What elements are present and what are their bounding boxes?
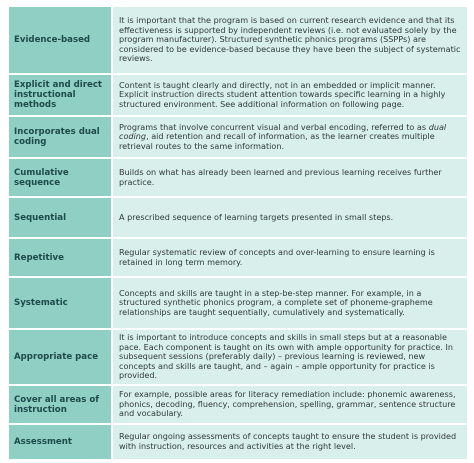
row-description-repetitive: Regular systematic review of concepts and over-learning to ensure learning is retained in long term memory. [113, 239, 467, 276]
row-label-evidence-based: Evidence-based [9, 7, 111, 73]
row-label-explicit-instruction: Explicit and direct instructional methods [9, 75, 111, 115]
row-description-assessment: Regular ongoing assessments of concepts taught to ensure the student is provided with instruction, resources and activities at the right level. [113, 425, 467, 459]
row-label-cover-all-areas: Cover all areas of instruction [9, 386, 111, 423]
row-label-sequential: Sequential [9, 198, 111, 237]
row-label-repetitive: Repetitive [9, 239, 111, 276]
row-label-systematic: Systematic [9, 278, 111, 328]
principles-table [8, 6, 468, 456]
row-description-systematic: Concepts and skills are taught in a step-be-step manner. For example, in a structured synthetic phonics program, a complete set of phoneme-grapheme relationships are taught sequentially, cumulatively and systematically. [113, 278, 467, 328]
row-description-cover-all-areas: For example, possible areas for literacy remediation include: phonemic awareness, phonics, decoding, fluency, comprehension, spelling, grammar, sentence structure and vocabulary. [113, 386, 467, 423]
row-label-cumulative-sequence: Cumulative sequence [9, 159, 111, 196]
row-label-dual-coding: Incorporates dual coding [9, 117, 111, 157]
row-description-cumulative-sequence: Builds on what has already been learned and previous learning receives further practice. [113, 159, 467, 196]
row-label-assessment: Assessment [9, 425, 111, 459]
row-description-sequential: A prescribed sequence of learning targets presented in small steps. [113, 198, 467, 237]
dual-coding-text-pre: Programs that involve concurrent visual and verbal encoding, referred to as [119, 121, 429, 132]
row-description-appropriate-pace: It is important to introduce concepts and skills in small steps but at a reasonable pace. Each component is taught on its own with ample opportunity for practice. In subsequent sessions (preferably daily) – previous learning is reviewed, new concepts and skills are taught, and – again – ample opportunity for practice is provided. [113, 330, 467, 384]
dual-coding-term: dual coding [119, 121, 447, 142]
row-description-evidence-based: It is important that the program is based on current research evidence and that its effectiveness is supported by independent reviews (i.e. not evaluated solely by the program manufacturer). Structured synthetic phonics programs (SSPPs) are considered to be evidence-based because they have been the subject of systematic reviews. [113, 7, 467, 73]
row-description-explicit-instruction: Content is taught clearly and directly, not in an embedded or implicit manner. Explicit instruction directs student attention towards specific learning in a highly structured environment. See additional information on following page. [113, 75, 467, 115]
row-label-appropriate-pace: Appropriate pace [9, 330, 111, 384]
dual-coding-text-post: , aid retention and recall of information, as the learner creates multiple retrieval routes to the same information. [119, 131, 435, 151]
row-description-dual-coding [113, 117, 467, 157]
